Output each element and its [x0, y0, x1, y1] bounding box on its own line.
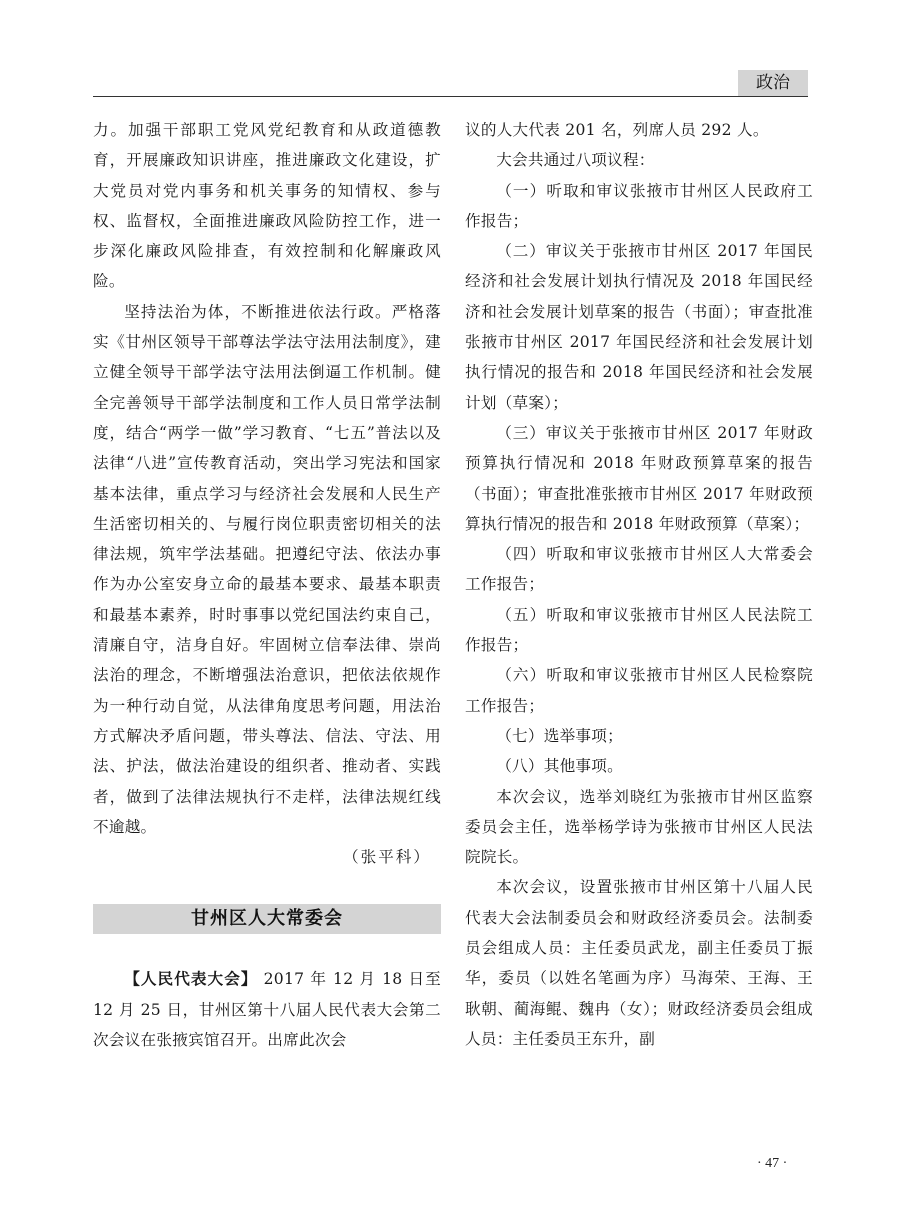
paragraph-agenda-intro: 大会共通过八项议程： — [496, 151, 655, 170]
agenda-item-4: （四）听取和审议张掖市甘州区人大常委会工作报告； — [465, 545, 813, 594]
section-heading-standing-committee: 甘州区人大常委会 — [93, 904, 441, 934]
agenda-item-8: （八）其他事项。 — [496, 757, 623, 776]
author-signature: （张平科） — [343, 848, 431, 867]
paragraph-rule-of-law: 坚持法治为体，不断推进依法行政。严格落实《甘州区领导干部尊法学法守法用法制度》，建立健全领导干部学法守法用法倒逼工作机制。健全完善领导干部学法制度和工作人员日常学法制度，结合“两学一做”学习教育、“七五”普法以及法律“八进”宣传教育活动，突出学习宪法和国家基本法律，重点学习与经济社会发展和人民生产生活密切相关的、与履行岗位职责密切相关的法律法规，筑牢学法基础。把遵纪守法、依法办事作为办公室安身立命的最基本要求、最基本职责和最基本素养，时时事事以党纪国法约束自己，清廉自守，洁身自好。牢固树立信奉法律、崇尚法治的理念，不断增强法治意识，把依法依规作为一种行动自觉，从法律角度思考问题，用法治方式解决矛盾问题，带头尊法、信法、守法、用法、护法，做法治建设的组织者、推动者、实践者，做到了法律法规执行不走样，法律法规红线不逾越。 — [93, 302, 441, 836]
agenda-item-2: （二）审议关于张掖市甘州区 2017 年国民经济和社会发展计划执行情况及 2018 年国民经济和社会发展计划草案的报告（书面）；审查批准张掖市甘州区 2017 年国民经济和社会发展计划执行情况的报告和 2018 年国民经济和社会发展计划（草案）； — [465, 242, 813, 412]
right-column — [465, 115, 813, 1054]
paragraph-people-congress — [93, 964, 441, 1055]
paragraph-attendance: 议的人大代表 201 名，列席人员 292 人。 — [465, 121, 769, 139]
paragraph-election: 本次会议，选举刘晓红为张掖市甘州区监察委员会主任，选举杨学诗为张掖市甘州区人民法院院长。 — [465, 787, 813, 867]
agenda-item-7: （七）选举事项； — [496, 726, 623, 745]
section-tab-politics: 政治 — [738, 70, 808, 96]
congress-label: 【人民代表大会】 — [124, 970, 258, 989]
page-number: · 47 · — [757, 1156, 788, 1171]
agenda-item-3: （三）审议关于张掖市甘州区 2017 年财政预算执行情况和 2018 年财政预算草案的报告（书面）；审查批准张掖市甘州区 2017 年财政预算执行情况的报告和 2018 年财政预算（草案）； — [465, 423, 813, 533]
congress-text: 2017 年 12 月 18 日至 12 月 25 日，甘州区第十八届人民代表大会第二次会议在张掖宾馆召开。出席此次会 — [93, 970, 441, 1050]
header-rule — [93, 96, 808, 97]
paragraph-party-discipline: 力。加强干部职工党风党纪教育和从政道德教育，开展廉政知识讲座，推进廉政文化建设，扩大党员对党内事务和机关事务的知情权、参与权、监督权，全面推进廉政风险防控工作，进一步深化廉政风险排查，有效控制和化解廉政风险。 — [93, 121, 441, 291]
paragraph-committees: 本次会议，设置张掖市甘州区第十八届人民代表大会法制委员会和财政经济委员会。法制委员会组成人员：主任委员武龙，副主任委员丁振华，委员（以姓名笔画为序）马海荣、王海、王耿朝、蔺海鲲、魏冉（女）；财政经济委员会组成人员：主任委员王东升，副 — [465, 878, 813, 1048]
agenda-item-6: （六）听取和审议张掖市甘州区人民检察院工作报告； — [465, 666, 813, 715]
left-column — [93, 115, 441, 1055]
agenda-item-5: （五）听取和审议张掖市甘州区人民法院工作报告； — [465, 605, 813, 655]
agenda-item-1: （一）听取和审议张掖市甘州区人民政府工作报告； — [465, 181, 813, 230]
